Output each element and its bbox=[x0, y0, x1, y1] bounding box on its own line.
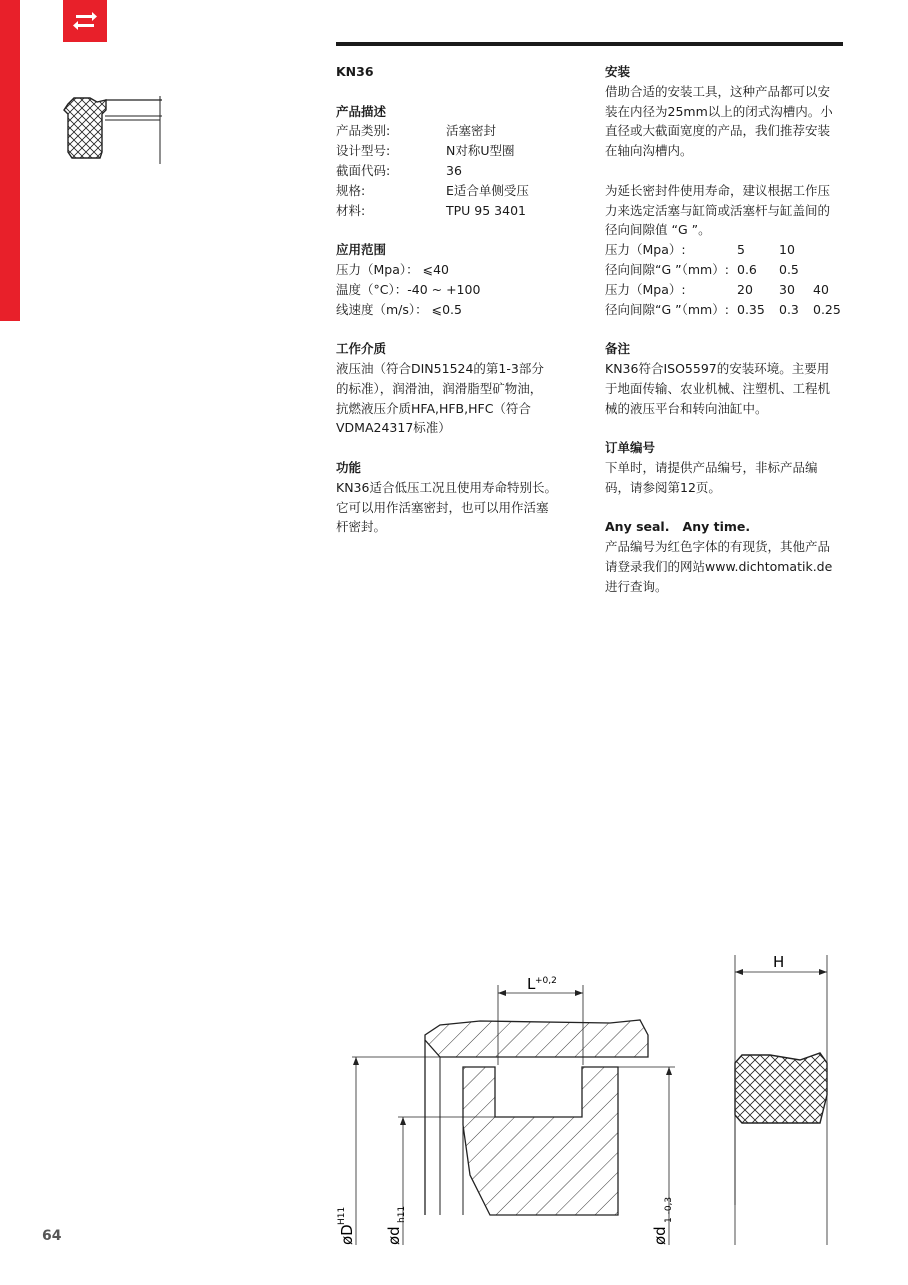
installation-line: 装在内径为25mm以上的闭式沟槽内。小 bbox=[605, 103, 833, 119]
header-rule bbox=[336, 42, 843, 46]
installation-line: 直径或大截面宽度的产品，我们推荐安装 bbox=[605, 123, 831, 139]
page-number: 64 bbox=[42, 1228, 62, 1244]
rod-label: ød bbox=[385, 1226, 403, 1245]
right-column bbox=[605, 62, 843, 597]
description-row: 设计型号: N对称U型圈 bbox=[336, 143, 515, 159]
left-column bbox=[336, 62, 568, 537]
installation-line: 力来选定活塞与缸筒或活塞杆与缸盖间的 bbox=[605, 202, 831, 218]
description-row: 产品类别: 活塞密封 bbox=[336, 123, 497, 139]
notes-line: 械的液压平台和转向油缸中。 bbox=[605, 400, 768, 416]
description-row: 规格: E适合单侧受压 bbox=[336, 182, 529, 198]
description-row: 材料: TPU 95 3401 bbox=[336, 202, 526, 218]
height-label: H bbox=[773, 953, 785, 971]
application-line: 温度（°C）：-40 ~ +100 bbox=[336, 281, 481, 297]
clearance-row: 径向间隙“G ”（mm）: 0.35 0.3 0.25 bbox=[605, 301, 841, 317]
installation-line: 为延长密封件使用寿命，建议根据工作压 bbox=[605, 182, 831, 198]
slogan-heading: Any seal. Any time. bbox=[605, 519, 751, 535]
function-line: 杆密封。 bbox=[336, 519, 387, 535]
slogan-line: 产品编号为红色字体的有现货，其他产品 bbox=[605, 539, 831, 555]
groove-label: ød bbox=[651, 1226, 669, 1245]
order-line: 下单时，请提供产品编号，非标产品编 bbox=[605, 459, 818, 475]
description-row: 截面代码: 36 bbox=[336, 162, 462, 178]
media-line: VDMA24317标准） bbox=[336, 420, 451, 436]
notes-line: 于地面传输、农业机械、注塑机、工程机 bbox=[605, 380, 831, 396]
order-line: 码，请参阅第12页。 bbox=[605, 479, 721, 495]
notes-line: KN36符合ISO5597的安装环境。主要用 bbox=[605, 360, 830, 376]
brand-logo bbox=[63, 0, 107, 42]
brand-red-bar bbox=[0, 0, 20, 321]
order-heading: 订单编号 bbox=[605, 440, 656, 456]
product-code: KN36 bbox=[336, 64, 374, 79]
application-line: 压力（Mpa）： ⩽40 bbox=[336, 261, 449, 277]
media-line: 抗燃液压介质HFA,HFB,HFC（符合 bbox=[336, 400, 531, 416]
tolerance-sup: +0,2 bbox=[535, 976, 557, 986]
slogan-line: 请登录我们的网站www.dichtomatik.de bbox=[605, 558, 833, 574]
seal-profile-thumbnail bbox=[50, 92, 165, 167]
media-line: 液压油（符合DIN51524的第1-3部分 bbox=[336, 360, 544, 376]
function-heading: 功能 bbox=[336, 459, 362, 475]
clearance-row: 径向间隙“G ”（mm）: 0.6 0.5 bbox=[605, 261, 799, 277]
rod-sub: h11 bbox=[397, 1205, 407, 1223]
clearance-row: 压力（Mpa）: 5 10 bbox=[605, 242, 795, 258]
application-line: 线速度（m/s）： ⩽0.5 bbox=[336, 301, 462, 317]
function-line: 它可以用作活塞密封，也可以用作活塞 bbox=[336, 499, 549, 515]
installation-line: 借助合适的安装工具，这种产品都可以安 bbox=[605, 83, 831, 99]
notes-heading: 备注 bbox=[605, 341, 631, 357]
slogan-line: 进行查询。 bbox=[605, 578, 668, 594]
installation-line: 径向间隙值 “G ”。 bbox=[605, 222, 711, 238]
bore-sup: H11 bbox=[337, 1206, 347, 1225]
application-heading: 应用范围 bbox=[336, 242, 387, 258]
installation-line: 在轴向沟槽内。 bbox=[605, 143, 693, 159]
function-line: KN36适合低压工况且使用寿命特别长。 bbox=[336, 479, 557, 495]
installation-heading: 安装 bbox=[605, 64, 631, 79]
bore-label: øD bbox=[338, 1224, 356, 1245]
double-arrow-icon bbox=[63, 0, 107, 42]
media-line: 的标准），润滑油，润滑脂型矿物油， bbox=[336, 380, 543, 396]
clearance-row: 压力（Mpa）: 20 30 40 bbox=[605, 281, 829, 297]
groove-installation-drawing bbox=[330, 945, 850, 1255]
description-heading: 产品描述 bbox=[336, 103, 387, 119]
groove-sub: 1 -0,3 bbox=[664, 1196, 674, 1223]
tolerance-label: L bbox=[527, 975, 536, 993]
media-heading: 工作介质 bbox=[336, 341, 387, 357]
